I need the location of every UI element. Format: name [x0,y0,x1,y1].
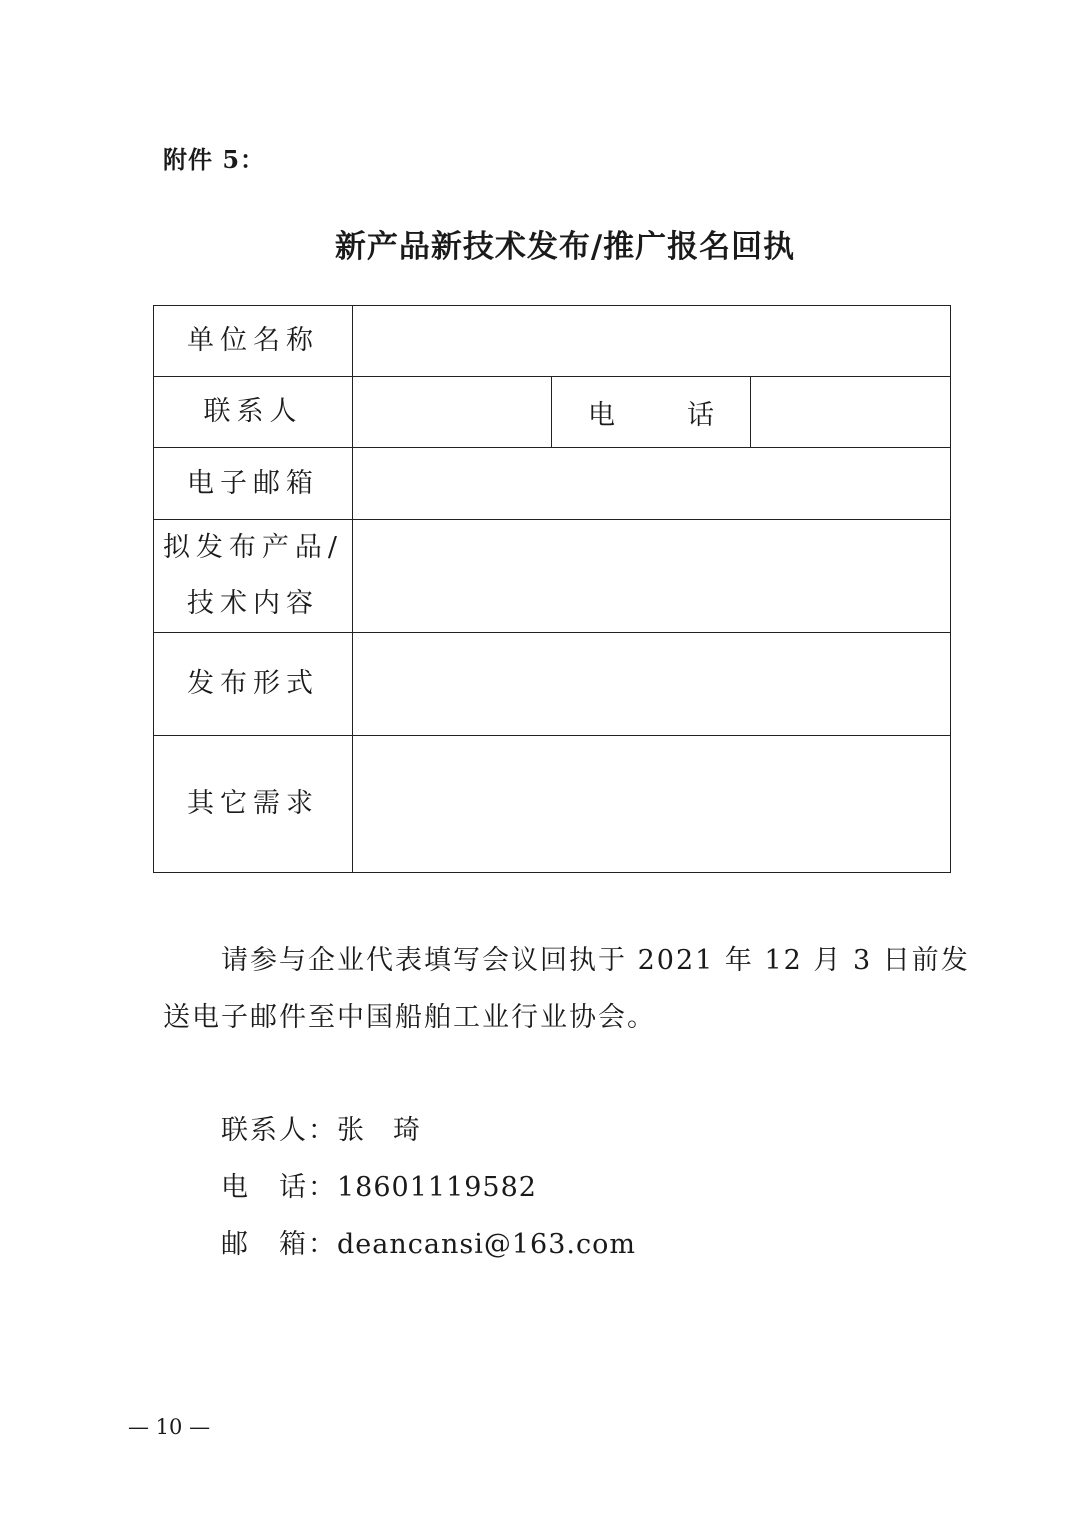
form-row-email [154,448,951,520]
contact-person-key: 联系人： [221,1115,337,1146]
registration-form-table [153,305,951,873]
form-row-contact [154,377,951,448]
contact-field[interactable] [353,377,552,448]
form-row-format [154,633,951,736]
email-label: 电子邮箱 [154,448,353,520]
page-number: — 10 — [128,1415,211,1439]
content-label-line2: 技术内容 [187,588,319,619]
contact-person-value: 张 琦 [337,1115,421,1146]
document-title: 新产品新技术发布/推广报名回执 [334,229,796,265]
format-label: 发布形式 [154,633,353,736]
content-field[interactable] [353,520,951,633]
attachment-label: 附件 5： [163,145,266,174]
contact-phone-value: 18601119582 [337,1172,537,1203]
form-row-content [154,520,951,633]
other-needs-field[interactable] [353,736,951,873]
phone-label [552,377,751,448]
phone-label-left: 电 [588,399,615,431]
company-name-label: 单位名称 [154,306,353,377]
contact-email-value: deancansi@163.com [337,1229,636,1260]
submission-notice: 请参与企业代表填写会议回执于 2021 年 12 月 3 日前发送电子邮件至中国船舶工业行业协会。 [163,945,970,1033]
phone-field[interactable] [751,377,951,448]
format-field[interactable] [353,633,951,736]
contact-email-line [221,1222,636,1261]
contact-label: 联系人 [154,377,353,448]
contact-phone-line [221,1165,537,1204]
form-row-other [154,736,951,873]
other-needs-label: 其它需求 [154,736,353,873]
contact-email-key: 邮 箱： [221,1229,337,1260]
contact-person-line [221,1108,421,1147]
phone-label-right: 话 [687,399,714,431]
contact-phone-key: 电 话： [221,1172,337,1203]
email-field[interactable] [353,448,951,520]
content-label [154,520,353,633]
content-label-line1: 拟发布产品/ [162,532,344,563]
company-name-field[interactable] [353,306,951,377]
form-row-company [154,306,951,377]
